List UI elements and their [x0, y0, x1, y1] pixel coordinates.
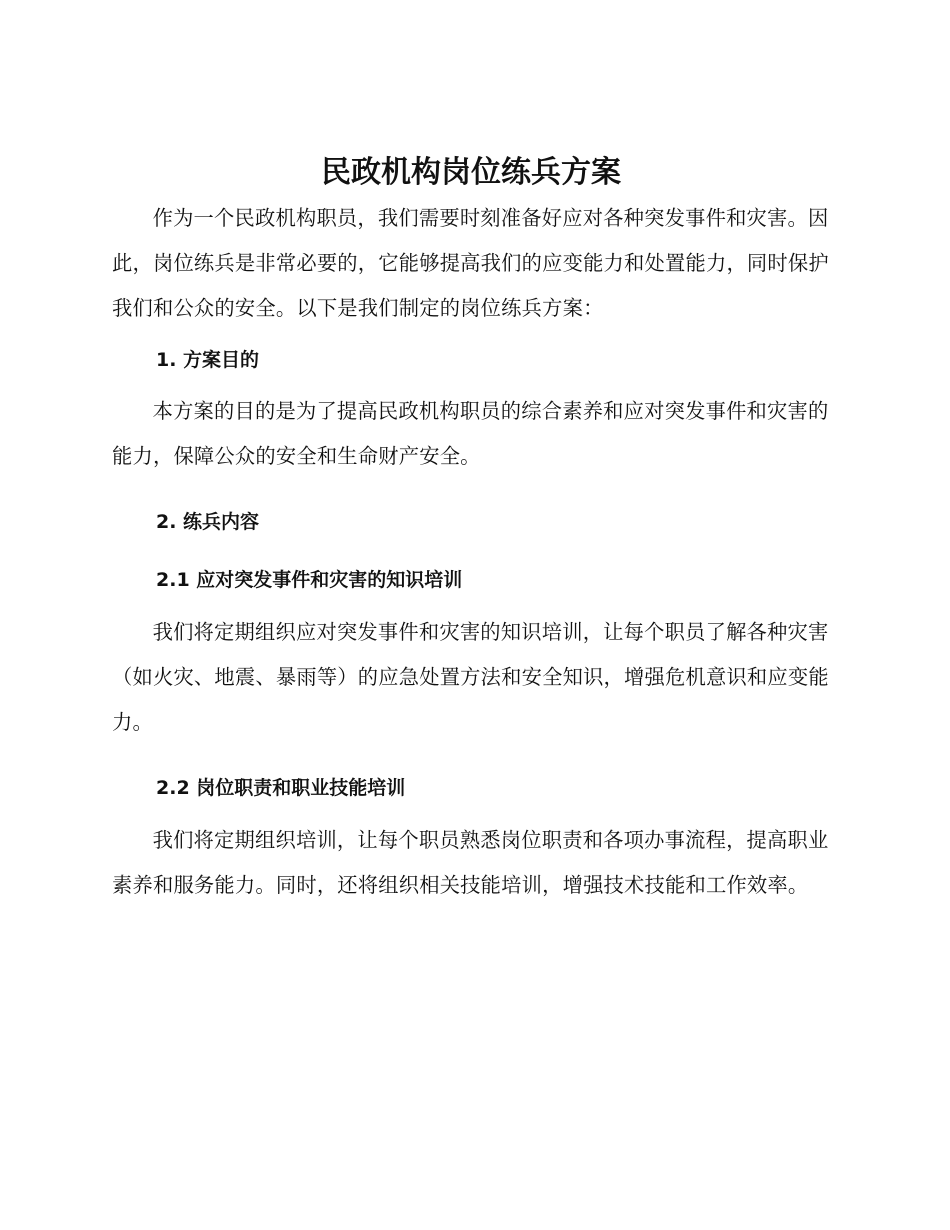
subsection-heading-knowledge-training: 2.1 应对突发事件和灾害的知识培训 — [156, 569, 463, 591]
document-title: 民政机构岗位练兵方案 — [321, 155, 621, 190]
intro-paragraph: 作为一个民政机构职员，我们需要时刻准备好应对各种突发事件和灾害。因此，岗位练兵是非常必要的，它能够提高我们的应变能力和处置能力，同时保护我们和公众的安全。以下是我们制定的岗位练兵方案： — [112, 206, 829, 320]
subsection-body-knowledge-training: 我们将定期组织应对突发事件和灾害的知识培训，让每个职员了解各种灾害（如火灾、地震、暴雨等）的应急处置方法和安全知识，增强危机意识和应变能力。 — [112, 620, 829, 734]
section-body-purpose: 本方案的目的是为了提高民政机构职员的综合素养和应对突发事件和灾害的能力，保障公众的安全和生命财产安全。 — [112, 399, 829, 468]
subsection-body-skills-training: 我们将定期组织培训，让每个职员熟悉岗位职责和各项办事流程，提高职业素养和服务能力。同时，还将组织相关技能培训，增强技术技能和工作效率。 — [112, 828, 829, 897]
document-page — [112, 150, 830, 908]
section-heading-content: 2. 练兵内容 — [156, 511, 260, 533]
subsection-heading-skills-training: 2.2 岗位职责和职业技能培训 — [156, 777, 406, 799]
section-heading-purpose: 1. 方案目的 — [156, 349, 260, 371]
